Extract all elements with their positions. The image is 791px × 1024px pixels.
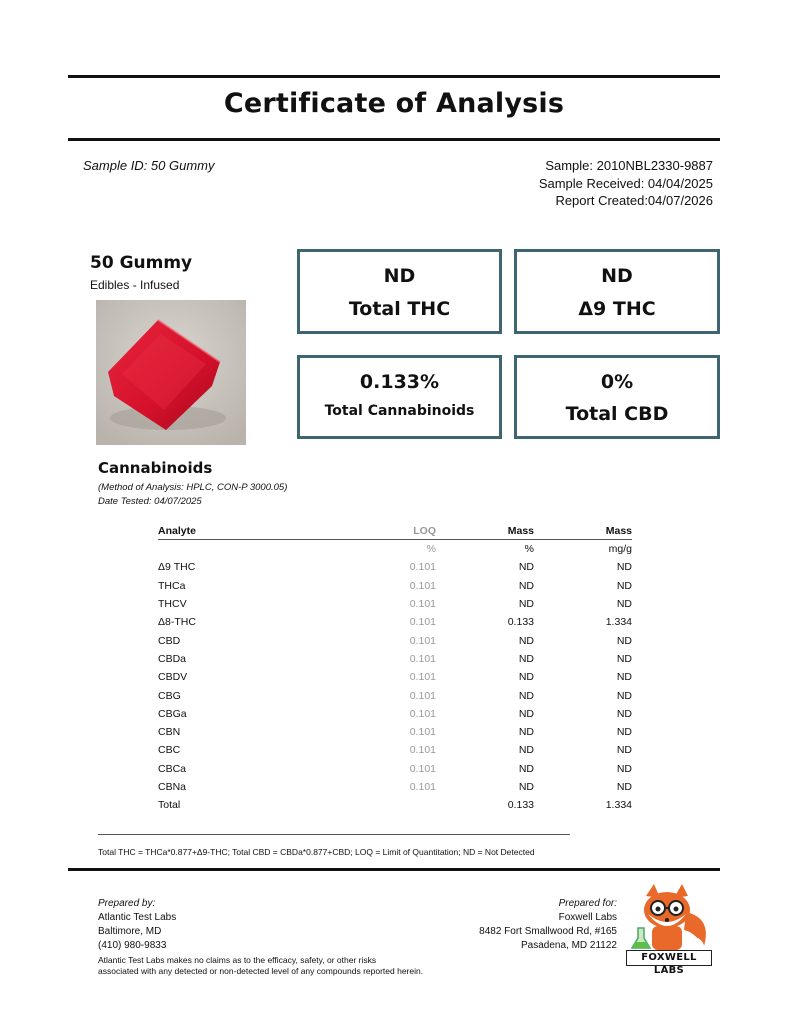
total-thc-label: Total THC <box>348 298 451 320</box>
prepared-for-line: 8482 Fort Smallwood Rd, #165 <box>479 926 617 937</box>
title-rule <box>68 138 720 141</box>
fox-scientist-logo <box>624 882 716 976</box>
table-header-row <box>158 522 632 540</box>
analyte-name: Total <box>158 799 181 812</box>
prepared-by-line: Atlantic Test Labs <box>98 912 177 923</box>
total-thc-value: ND <box>383 265 416 287</box>
mass-mgg: ND <box>616 781 632 793</box>
total-cannabinoids-box <box>297 355 502 439</box>
mass-percent: ND <box>518 652 534 665</box>
disclaimer-line: Atlantic Test Labs makes no claims as to the efficacy, safety, or other risks <box>98 955 377 965</box>
mass-percent: ND <box>518 726 534 739</box>
cannabinoids-title: Cannabinoids <box>98 459 213 477</box>
table-row <box>158 778 632 796</box>
analyte-name: CBN <box>158 726 181 739</box>
total-cannabinoids-value: 0.133% <box>359 371 440 393</box>
table-unit-row <box>158 540 632 559</box>
analyte-name: CBGa <box>158 707 187 720</box>
loq-value: 0.101 <box>409 634 436 647</box>
sample-number: Sample: 2010NBL2330-9887 <box>545 158 713 173</box>
product-name: 50 Gummy <box>90 253 193 273</box>
sample-received: Sample Received: 04/04/2025 <box>538 176 713 191</box>
unit-cell: % <box>524 543 534 556</box>
d9-thc-label: Δ9 THC <box>578 298 656 320</box>
total-cannabinoids-label: Total Cannabinoids <box>324 403 475 419</box>
disclaimer-line: associated with any detected or non-detected level of any compounds reported herein. <box>98 966 424 976</box>
analyte-name: CBD <box>158 634 181 647</box>
analyte-name: CBDa <box>158 652 187 665</box>
mass-percent: ND <box>518 671 534 684</box>
analyte-name: CBCa <box>158 762 187 775</box>
table-row <box>158 650 632 668</box>
table-row <box>158 595 632 613</box>
mass-percent: 0.133 <box>507 799 534 812</box>
unit-cell: mg/g <box>608 543 632 556</box>
logo-text: FOXWELL LABS <box>626 950 712 966</box>
total-cbd-box <box>514 355 720 439</box>
mass-percent: ND <box>518 634 534 647</box>
method-of-analysis: (Method of Analysis: HPLC, CON-P 3000.05) <box>98 482 288 493</box>
loq-value: 0.101 <box>409 579 436 592</box>
table-row <box>158 631 632 649</box>
analyte-name: Δ8-THC <box>158 616 196 629</box>
analyte-name: CBC <box>158 744 181 757</box>
mass-mgg: ND <box>616 652 632 665</box>
report-created: Report Created:04/07/2026 <box>555 193 713 208</box>
d9-thc-value: ND <box>601 265 633 287</box>
prepared-for-line: Pasadena, MD 21122 <box>521 940 617 951</box>
table-row <box>158 760 632 778</box>
mass-percent: ND <box>518 762 534 775</box>
table-row <box>158 558 632 576</box>
loq-value: 0.101 <box>409 781 436 793</box>
table-row <box>158 723 632 741</box>
loq-value <box>348 796 436 814</box>
total-cbd-value: 0% <box>600 371 634 393</box>
prepared-by-line: Baltimore, MD <box>98 926 162 937</box>
prepared-for <box>479 897 617 953</box>
unit-cell: % <box>426 543 436 556</box>
header-loq: LOQ <box>348 522 436 540</box>
loq-value: 0.101 <box>409 652 436 665</box>
d9-thc-box <box>514 249 720 334</box>
mass-percent: ND <box>518 707 534 720</box>
prepared-by <box>98 897 176 953</box>
header-analyte: Analyte <box>158 522 348 540</box>
mass-mgg: ND <box>616 707 632 720</box>
loq-value: 0.101 <box>409 744 436 757</box>
mass-mgg: ND <box>616 744 632 757</box>
page-title: Certificate of Analysis <box>223 88 565 119</box>
mass-mgg: ND <box>616 561 632 574</box>
loq-value: 0.101 <box>409 598 436 611</box>
analyte-name: THCV <box>158 598 187 611</box>
mass-mgg: ND <box>616 579 632 592</box>
cannabinoids-table <box>158 522 632 814</box>
analyte-name: Δ9 THC <box>158 561 196 574</box>
footnote-rule <box>98 834 570 835</box>
footnote: Total THC = THCa*0.877+Δ9-THC; Total CBD = CBDa*0.877+CBD; LOQ = Limit of Quantitation; ND = Not Detected <box>98 847 535 857</box>
mass-mgg: ND <box>616 598 632 611</box>
mass-percent: ND <box>518 689 534 702</box>
date-tested: Date Tested: 04/07/2025 <box>98 496 202 507</box>
loq-value: 0.101 <box>409 762 436 775</box>
disclaimer <box>98 955 423 977</box>
total-thc-box <box>297 249 502 334</box>
mass-percent: ND <box>518 781 534 793</box>
unit-cell <box>158 540 348 559</box>
table-row <box>158 686 632 704</box>
loq-value: 0.101 <box>409 561 436 574</box>
loq-value: 0.101 <box>409 726 436 739</box>
analyte-name: CBG <box>158 689 181 702</box>
table-row <box>158 705 632 723</box>
mass-mgg: ND <box>616 726 632 739</box>
prepared-by-line: (410) 980-9833 <box>98 940 167 951</box>
mass-percent: ND <box>518 598 534 611</box>
loq-value: 0.101 <box>409 707 436 720</box>
product-type: Edibles - Infused <box>90 278 180 292</box>
analyte-name: THCa <box>158 579 186 592</box>
mass-mgg: ND <box>616 671 632 684</box>
loq-value: 0.101 <box>409 616 436 629</box>
fox-icon <box>624 882 716 952</box>
footer-rule <box>68 868 720 871</box>
top-rule <box>68 75 720 78</box>
table-row <box>158 668 632 686</box>
analyte-name: CBNa <box>158 781 187 793</box>
mass-percent: ND <box>518 744 534 757</box>
mass-percent: 0.133 <box>507 616 534 629</box>
header-mass-percent: Mass <box>436 522 534 540</box>
product-photo <box>96 300 246 445</box>
table-row <box>158 613 632 631</box>
prepared-for-line: Foxwell Labs <box>558 912 617 923</box>
mass-mgg: ND <box>616 762 632 775</box>
sample-id: Sample ID: 50 Gummy <box>83 158 215 173</box>
table-row <box>158 796 632 814</box>
header-mass-mgg: Mass <box>534 522 632 540</box>
table-row <box>158 577 632 595</box>
analyte-name: CBDV <box>158 671 188 684</box>
mass-mgg: 1.334 <box>605 616 632 629</box>
mass-percent: ND <box>518 579 534 592</box>
loq-value: 0.101 <box>409 689 436 702</box>
mass-mgg: 1.334 <box>605 799 632 812</box>
prepared-for-heading: Prepared for: <box>558 898 617 909</box>
table-row <box>158 741 632 759</box>
mass-mgg: ND <box>616 634 632 647</box>
prepared-by-heading: Prepared by: <box>98 898 156 909</box>
mass-mgg: ND <box>616 689 632 702</box>
loq-value: 0.101 <box>409 671 436 684</box>
mass-percent: ND <box>518 561 534 574</box>
total-cbd-label: Total CBD <box>565 403 669 425</box>
